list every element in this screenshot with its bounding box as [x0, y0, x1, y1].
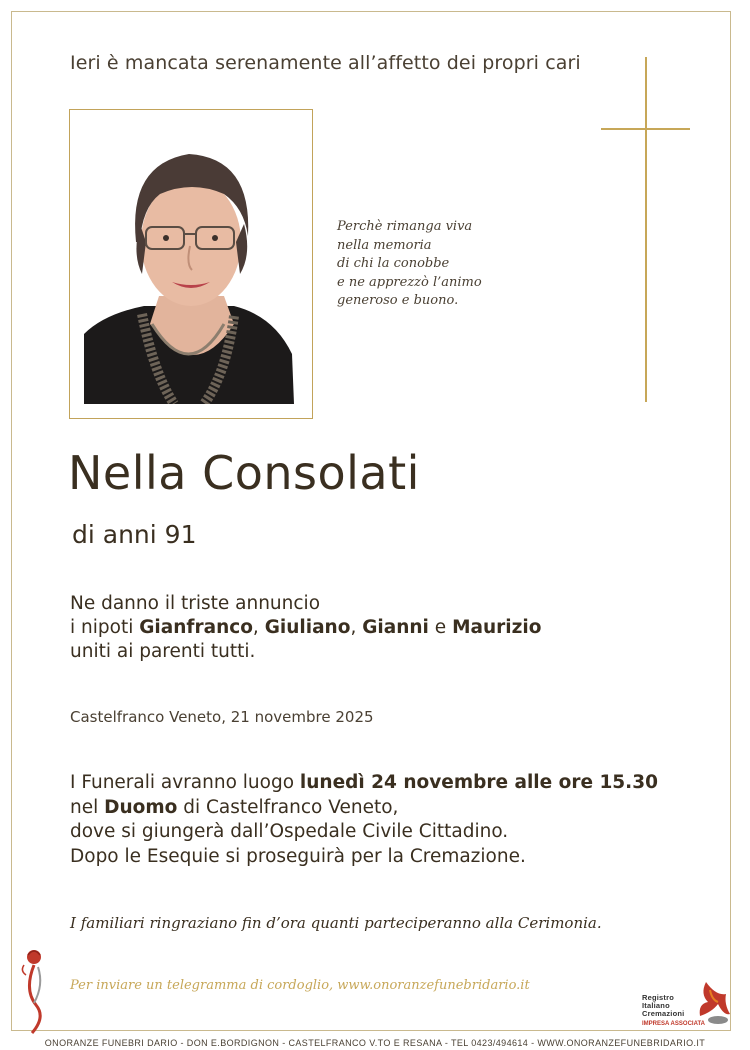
- verse-line: generoso e buono.: [337, 293, 459, 308]
- verse-line: nella memoria: [337, 237, 432, 253]
- registro-text: Registro Italiano Cremazioni: [642, 993, 685, 1018]
- announcement: [70, 592, 541, 664]
- intro-text: Ieri è mancata serenamente all’affetto dei propri cari: [70, 52, 581, 74]
- thanks-note: I familiari ringraziano fin d’ora quanti parteciperanno alla Cerimonia.: [70, 914, 602, 932]
- verse-line: di chi la conobbe: [337, 256, 450, 271]
- funeral-line: Dopo le Esequie si proseguirà per la Cremazione.: [70, 845, 526, 867]
- announcement-line: i nipoti Gianfranco, Giuliano, Gianni e Maurizio: [70, 617, 542, 638]
- footer-contact: ONORANZE FUNEBRI DARIO - DON E.BORDIGNON - CASTELFRANCO V.TO E RESANA - TEL 0423/494614 - WWW.ONORANZEFUNEBRIDARIO.IT: [44, 1038, 706, 1048]
- funeral-details: [70, 771, 658, 869]
- registro-assoc-label: IMPRESA ASSOCIATA: [642, 1021, 706, 1027]
- place-and-date: Castelfranco Veneto, 21 novembre 2025: [70, 708, 374, 726]
- announcement-line: Ne danno il triste annuncio: [70, 593, 321, 614]
- funeral-venue: Duomo: [104, 796, 178, 818]
- deceased-age: di anni 91: [72, 520, 197, 549]
- funeral-datetime: lunedì 24 novembre alle ore 15.30: [299, 772, 658, 793]
- verse-line: e ne apprezzò l’animo: [337, 274, 482, 290]
- telegram-link[interactable]: Per inviare un telegramma di cordoglio, www.onoranzefunebridario.it: [70, 978, 530, 993]
- memorial-verse: [337, 218, 537, 311]
- nephew-name: Maurizio: [452, 617, 542, 638]
- verse-line: Perchè rimanga viva: [337, 219, 473, 234]
- cross-horizontal-bar: [601, 128, 690, 130]
- registro-italiano-cremazioni-logo: [640, 976, 732, 1032]
- funeral-line: dove si giungerà dall’Ospedale Civile Cittadino.: [70, 821, 509, 842]
- nephew-name: Gianfranco: [139, 617, 253, 638]
- cross-vertical-bar: [645, 57, 647, 402]
- nephew-name: Giuliano: [264, 617, 351, 638]
- nephew-name: Gianni: [362, 617, 429, 638]
- announcement-line: uniti ai parenti tutti.: [70, 641, 256, 662]
- rose-icon: [20, 945, 52, 1035]
- portrait-frame: [69, 109, 313, 419]
- portrait-photo: [84, 124, 298, 404]
- funeral-line: nel Duomo di Castelfranco Veneto,: [70, 796, 399, 818]
- funeral-line: I Funerali avranno luogo lunedì 24 novembre alle ore 15.30: [70, 772, 658, 793]
- deceased-name: Nella Consolati: [68, 446, 420, 500]
